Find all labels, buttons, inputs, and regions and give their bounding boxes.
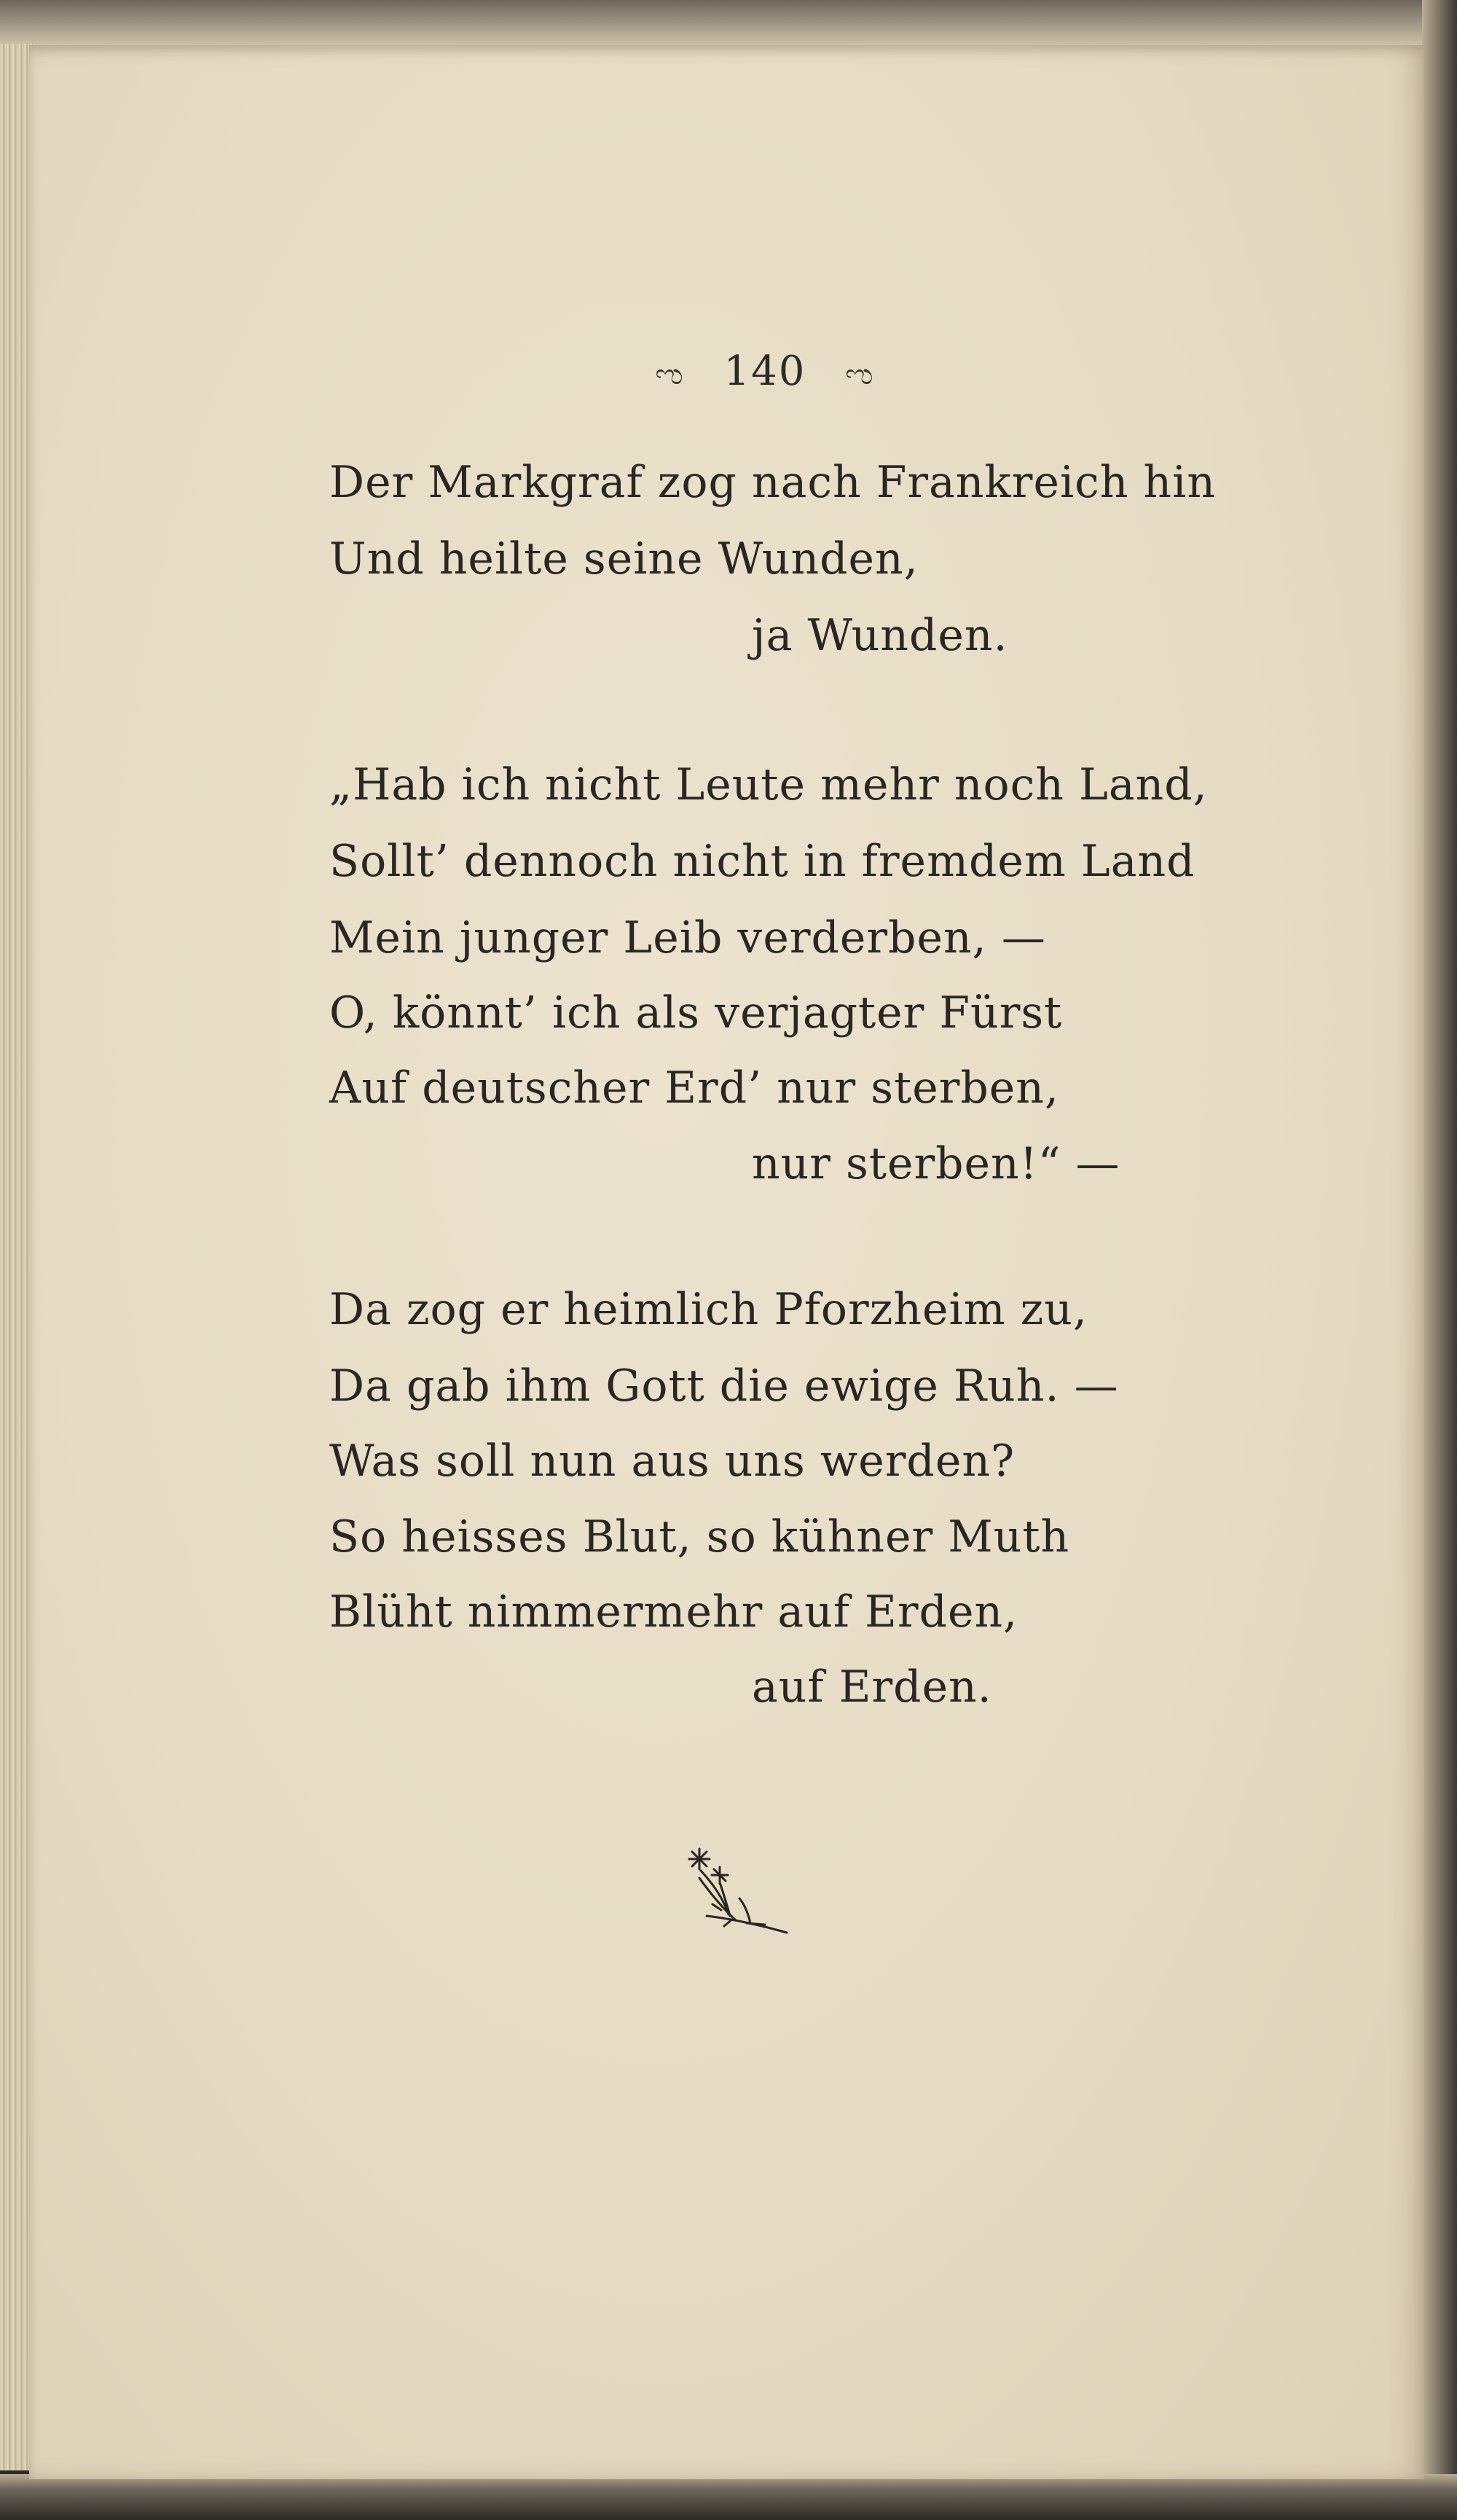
poem-line: Auf deutscher Erd’ nur sterben, (329, 1063, 1060, 1114)
poem-line: Blüht nimmermehr auf Erden, (329, 1586, 1018, 1637)
poem-line-refrain: auf Erden. (752, 1662, 992, 1713)
poem-line: O, könnt’ ich als verjagter Fürst (329, 987, 1063, 1038)
book-spine-edge (1422, 0, 1457, 2520)
poem-line: Da zog er heimlich Pforzheim zu, (329, 1284, 1088, 1335)
poem-line: Was soll nun aus uns werden? (329, 1436, 1016, 1487)
poem-line: „Hab ich nicht Leute mehr noch Land, (329, 759, 1208, 810)
poem-line-refrain: ja Wunden. (752, 610, 1008, 661)
flower-sprig-icon (678, 1834, 809, 1944)
poem-line: Mein junger Leib verderben, — (329, 912, 1046, 963)
ornament-right-icon: ಌ (845, 357, 875, 391)
poem-line-refrain: nur sterben!“ — (752, 1138, 1120, 1189)
page-header (627, 348, 903, 413)
book-page (29, 45, 1424, 2479)
poem-line: Sollt’ dennoch nicht in fremdem Land (329, 836, 1195, 887)
page-number: 140 (723, 348, 806, 395)
book-bottom-edge (0, 2474, 1457, 2520)
book-top-edge (0, 0, 1457, 51)
poem-line: Und heilte seine Wunden, (329, 533, 919, 584)
poem-line: Der Markgraf zog nach Frankreich hin (329, 457, 1216, 508)
ornament-left-icon: ಌ (655, 357, 685, 391)
poem-line: So heisses Blut, so kühner Muth (329, 1511, 1070, 1562)
poem-line: Da gab ihm Gott die ewige Ruh. — (329, 1361, 1119, 1412)
